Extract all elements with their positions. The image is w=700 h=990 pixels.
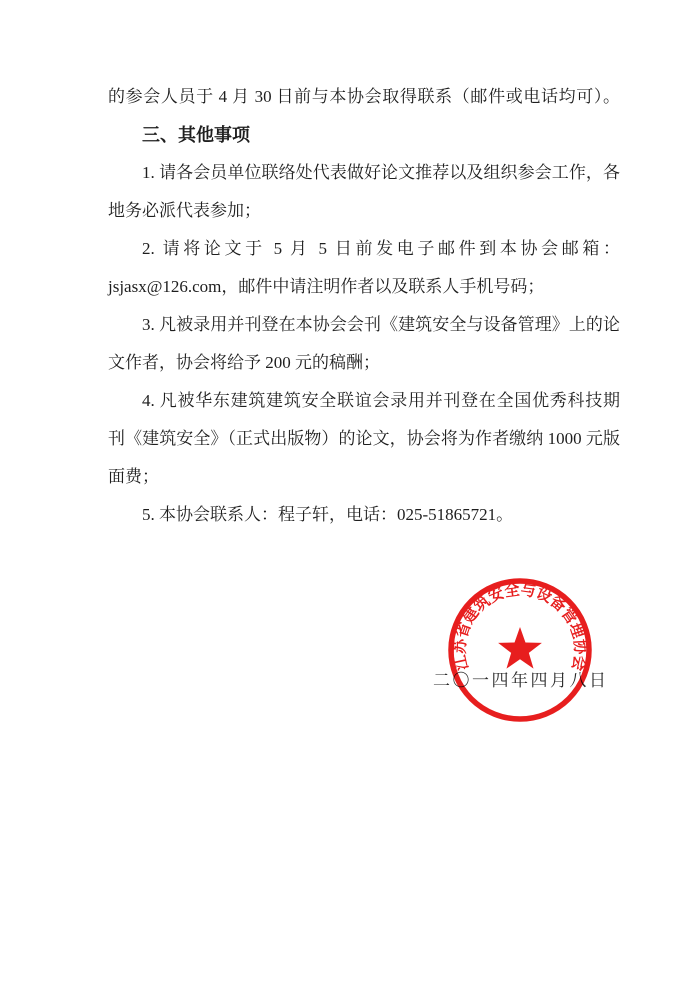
list-item-2-line-2: jsjasx@126.com，邮件中请注明作者以及联系人手机号码； [108, 277, 545, 296]
list-item-4-line-3: 面费； [108, 467, 159, 486]
paragraph-continuation-line: 的参会人员于 4 月 30 日前与本协会取得联系（邮件或电话均可）。 [108, 87, 620, 106]
list-item-4-line-1: 4. 凡被华东建筑建筑安全联谊会录用并刊登在全国优秀科技期 [142, 391, 620, 410]
section-heading: 三、其他事项 [142, 125, 250, 145]
list-item-1-line-2: 地务必派代表参加； [108, 201, 261, 220]
list-item-3-line-2: 文作者，协会将给予 200 元的稿酬； [108, 353, 380, 372]
issue-date: 二〇一四年四月八日 [433, 671, 609, 690]
list-item-2-line-1: 2. 请将论文于 5 月 5 日前发电子邮件到本协会邮箱： [142, 239, 620, 258]
list-item-1-line-1: 1. 请各会员单位联络处代表做好论文推荐以及组织参会工作，各 [142, 163, 620, 182]
document-text-block [108, 78, 620, 534]
seal-arc-text: 江苏省建筑安全与设备管理协会 [449, 579, 591, 675]
star-icon [498, 627, 542, 669]
list-item-4-line-2: 刊《建筑安全》（正式出版物）的论文，协会将为作者缴纳 1000 元版 [108, 429, 620, 448]
list-item-5: 5. 本协会联系人：程子轩，电话：025-51865721。 [142, 505, 514, 524]
official-seal [442, 572, 598, 728]
list-item-3-line-1: 3. 凡被录用并刊登在本协会会刊《建筑安全与设备管理》上的论 [142, 315, 620, 334]
